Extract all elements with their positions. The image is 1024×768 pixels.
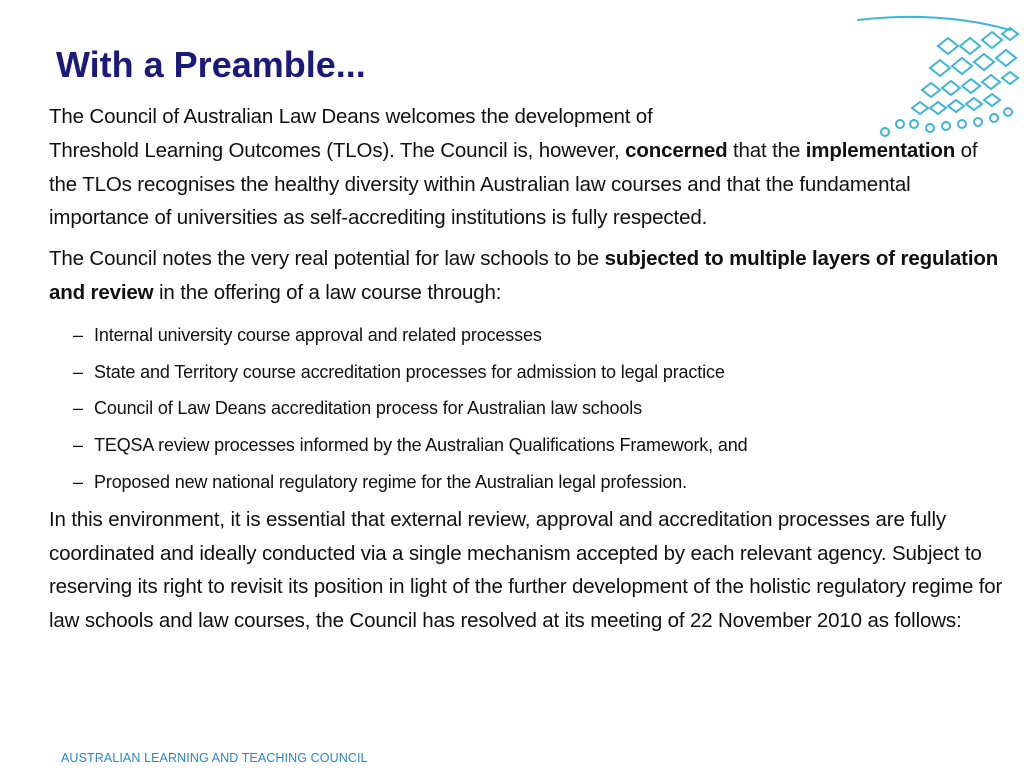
dash-marker: –: [73, 361, 83, 382]
regulation-list: [49, 317, 1005, 501]
paragraph-intro-text: of the TLOs recognises the healthy diversity within Australian law courses and that the fundamental importance of universities as self-accrediting institutions is fully respected.: [49, 138, 978, 230]
slide-title: With a Preamble...: [56, 44, 366, 85]
dash-marker: –: [73, 398, 83, 419]
emphasis-implementation: implementation: [805, 138, 956, 162]
paragraph-regulation: [49, 242, 1005, 310]
list-item-text: Proposed new national regulatory regime for the Australian legal profession.: [94, 471, 687, 492]
paragraph-intro-text: that the: [727, 138, 806, 162]
list-item: [49, 317, 1005, 354]
emphasis-concerned: concerned: [625, 138, 728, 162]
dash-marker: –: [73, 471, 83, 492]
list-item: [49, 354, 1005, 391]
dash-marker: –: [73, 435, 83, 456]
paragraph-regulation-text: in the offering of a law course through:: [153, 280, 502, 304]
list-item-text: State and Territory course accreditation processes for admission to legal practice: [94, 361, 725, 382]
list-item: [49, 427, 1005, 464]
paragraph-intro-line1: The Council of Australian Law Deans welcomes the development of: [49, 105, 653, 128]
paragraph-intro: [49, 100, 1005, 235]
paragraph-resolution: In this environment, it is essential that external review, approval and accreditation processes are fully coordinated and ideally conducted via a single mechanism accepted by each relevant agency. Subject to reserving its right to revisit its position in light of the further development of the holistic regulatory regime for law schools and law courses, the Council has resolved at its meeting of 22 November 2010 as follows:: [49, 507, 1003, 633]
footer-organisation: AUSTRALIAN LEARNING AND TEACHING COUNCIL: [61, 751, 368, 765]
slide-body: [49, 100, 1005, 645]
list-item-text: TEQSA review processes informed by the Australian Qualifications Framework, and: [94, 435, 748, 456]
list-item: [49, 390, 1005, 427]
list-item: [49, 464, 1005, 501]
paragraph-intro-text: Threshold Learning Outcomes (TLOs). The Council is, however,: [49, 138, 626, 162]
paragraph-regulation-text: The Council notes the very real potential for law schools to be: [49, 247, 605, 271]
dash-marker: –: [73, 324, 83, 345]
list-item-text: Internal university course approval and related processes: [94, 324, 542, 345]
emphasis-multiple-layers: subjected to multiple layers of regulation and review: [49, 247, 999, 304]
list-item-text: Council of Law Deans accreditation process for Australian law schools: [94, 398, 642, 419]
